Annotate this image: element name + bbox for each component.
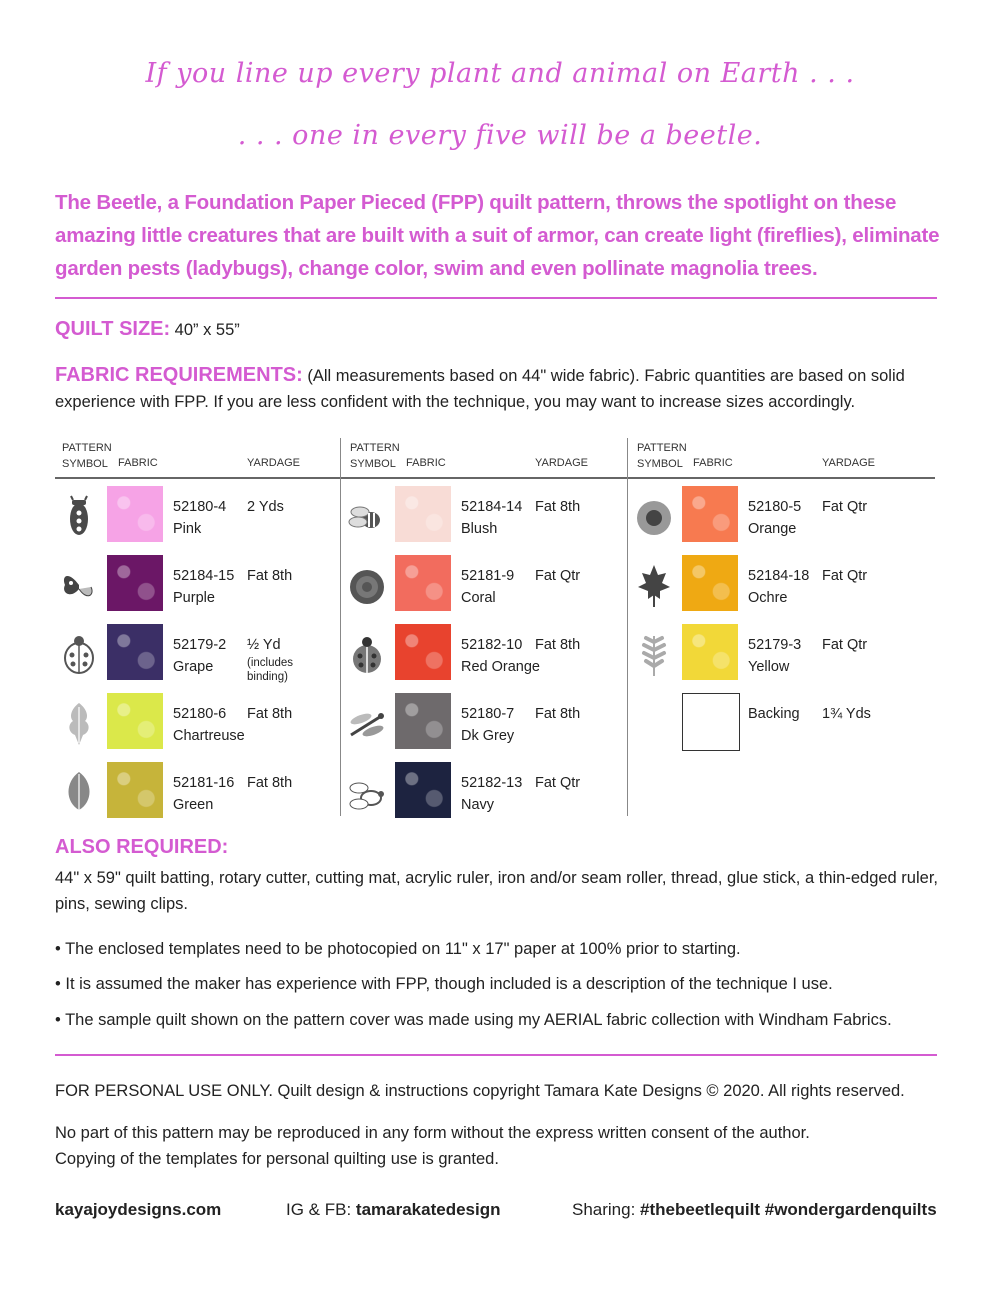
fabric-swatch bbox=[107, 555, 163, 611]
fabric-swatch bbox=[395, 762, 451, 818]
fabric-code: 52180-5 Orange bbox=[748, 499, 802, 537]
fabric-yardage: Fat 8th bbox=[247, 568, 293, 584]
fabric-swatch bbox=[107, 693, 163, 749]
fabric-swatch bbox=[395, 555, 451, 611]
fabric-swatch bbox=[682, 486, 738, 542]
divider bbox=[55, 1054, 937, 1056]
fabric-yardage: Fat Qtr bbox=[535, 568, 581, 584]
fabric-swatch bbox=[107, 624, 163, 680]
fabric-swatch bbox=[107, 486, 163, 542]
fabric-code: 52181-16 Green bbox=[173, 775, 235, 813]
fabric-yardage: Fat Qtr bbox=[535, 775, 581, 791]
firefly-icon bbox=[347, 768, 387, 816]
fabric-code: 52184-14 Blush bbox=[461, 499, 523, 537]
fabric-row bbox=[347, 486, 617, 552]
fabric-code: 52180-4 Pink bbox=[173, 499, 227, 537]
fabric-swatch bbox=[395, 693, 451, 749]
fabric-code: 52182-10 Red Orange bbox=[461, 637, 540, 675]
fabric-yardage: Fat 8th bbox=[535, 499, 581, 515]
column-divider bbox=[340, 438, 341, 816]
fabric-yardage: Fat Qtr bbox=[822, 637, 868, 653]
quilt-size-label: QUILT SIZE: bbox=[55, 318, 171, 340]
header-pattern-symbol: PATTERN SYMBOL bbox=[62, 442, 112, 470]
quilt-size bbox=[55, 317, 240, 343]
column-divider bbox=[627, 438, 628, 816]
fabric-yardage: 1¾ Yds bbox=[822, 706, 871, 722]
fabric-code: 52184-15 Purple bbox=[173, 568, 235, 606]
fabric-swatch bbox=[395, 486, 451, 542]
dragonfly-icon bbox=[347, 699, 387, 747]
fabric-yardage: Fat 8th bbox=[535, 637, 581, 653]
fabric-requirements-text: (All measurements based on 44" wide fabric). Fabric quantities are based on solid experience with FPP. If you are less confident with the technique, you may want to increase sizes accordingly. bbox=[55, 367, 905, 411]
ladybug-outline-icon bbox=[59, 630, 99, 678]
header-yardage: YARDAGE bbox=[535, 457, 588, 469]
fabric-yardage: Fat Qtr bbox=[822, 499, 868, 515]
fabric-swatch bbox=[395, 624, 451, 680]
headline-line-1: If you line up every plant and animal on Earth . . . bbox=[145, 58, 855, 89]
fabric-code: 52179-3 Yellow bbox=[748, 637, 802, 675]
fabric-row bbox=[59, 555, 329, 621]
dahlia-icon bbox=[347, 561, 387, 609]
social-handle: IG & FB: tamarakatedesign bbox=[286, 1200, 501, 1219]
leaf-icon bbox=[59, 768, 99, 816]
divider bbox=[55, 297, 937, 299]
maple-leaf-icon bbox=[634, 561, 674, 609]
header-yardage: YARDAGE bbox=[822, 457, 875, 469]
oak-leaf-icon bbox=[59, 699, 99, 747]
fabric-swatch bbox=[107, 762, 163, 818]
fabric-row bbox=[634, 624, 904, 690]
fabric-row bbox=[59, 762, 329, 828]
fabric-requirements bbox=[55, 362, 945, 415]
copyright-notice: FOR PERSONAL USE ONLY. Quilt design & instructions copyright Tamara Kate Designs © 2020. All rights reserved. bbox=[55, 1082, 905, 1100]
intro-paragraph: The Beetle, a Foundation Paper Pieced (FPP) quilt pattern, throws the spotlight on these amazing little creatures that are built with a suit of armor, can create light (fireflies), eliminate garden pests (ladybugs), change color, swim and even pollinate magnolia trees. bbox=[55, 191, 940, 280]
fabric-swatch bbox=[682, 693, 740, 751]
fabric-row bbox=[347, 762, 617, 828]
fabric-row bbox=[634, 486, 904, 552]
reproduction-notice-2: Copying of the templates for personal quilting use is granted. bbox=[55, 1150, 499, 1168]
fabric-row bbox=[347, 555, 617, 621]
sunflower-icon bbox=[634, 492, 674, 540]
header-yardage: YARDAGE bbox=[247, 457, 300, 469]
bee-icon bbox=[347, 492, 387, 540]
moth-icon bbox=[59, 561, 99, 609]
fabric-row bbox=[59, 486, 329, 552]
fabric-row bbox=[347, 693, 617, 759]
fabric-yardage: ½ Yd (includes binding) bbox=[247, 637, 294, 683]
bullet-item: • The enclosed templates need to be photocopied on 11" x 17" paper at 100% prior to starting. bbox=[55, 940, 741, 958]
fabric-swatch bbox=[682, 555, 738, 611]
fabric-row bbox=[634, 555, 904, 621]
fabric-row bbox=[59, 693, 329, 759]
bullet-item: • It is assumed the maker has experience with FPP, though included is a description of the technique I use. bbox=[55, 975, 833, 993]
fabric-swatch bbox=[682, 624, 738, 680]
fabric-yardage: Fat 8th bbox=[247, 775, 293, 791]
fabric-requirements-label: FABRIC REQUIREMENTS: bbox=[55, 364, 303, 386]
fabric-table bbox=[55, 438, 935, 818]
fabric-row bbox=[59, 624, 329, 690]
reproduction-notice-1: No part of this pattern may be reproduced in any form without the express written consent of the author. bbox=[55, 1124, 810, 1142]
fabric-yardage: Fat 8th bbox=[535, 706, 581, 722]
quilt-size-value: 40” x 55” bbox=[174, 321, 240, 339]
header-fabric: FABRIC bbox=[118, 457, 158, 469]
header-pattern-symbol: PATTERN SYMBOL bbox=[350, 442, 400, 470]
fabric-yardage: Fat 8th bbox=[247, 706, 293, 722]
bullet-item: • The sample quilt shown on the pattern cover was made using my AERIAL fabric collection with Windham Fabrics. bbox=[55, 1011, 892, 1029]
also-required-label: ALSO REQUIRED: bbox=[55, 836, 229, 858]
fabric-row bbox=[634, 693, 904, 759]
fabric-code: 52180-6 Chartreuse bbox=[173, 706, 245, 744]
fabric-row bbox=[347, 624, 617, 690]
fabric-code: 52182-13 Navy bbox=[461, 775, 523, 813]
header-fabric: FABRIC bbox=[406, 457, 446, 469]
sharing-hashtags: Sharing: #thebeetlequilt #wondergardenquilts bbox=[572, 1200, 937, 1219]
fabric-code: 52184-18 Ochre bbox=[748, 568, 810, 606]
header-pattern-symbol: PATTERN SYMBOL bbox=[637, 442, 687, 470]
fabric-yardage: Fat Qtr bbox=[822, 568, 868, 584]
website-link[interactable]: kayajoydesigns.com bbox=[55, 1200, 222, 1219]
beetle-oval-icon bbox=[59, 492, 99, 540]
also-required-text: 44" x 59" quilt batting, rotary cutter, cutting mat, acrylic ruler, iron and/or seam roller, thread, glue stick, a thin-edged ruler, pins, sewing clips. bbox=[55, 869, 938, 913]
headline-line-2: . . . one in every five will be a beetle. bbox=[237, 120, 763, 151]
fern-icon bbox=[634, 630, 674, 678]
fabric-code: Backing bbox=[748, 706, 800, 722]
fabric-yardage: 2 Yds bbox=[247, 499, 284, 515]
fabric-code: 52180-7 Dk Grey bbox=[461, 706, 515, 744]
table-header-rule bbox=[55, 477, 935, 479]
header-fabric: FABRIC bbox=[693, 457, 733, 469]
fabric-code: 52179-2 Grape bbox=[173, 637, 227, 675]
fabric-code: 52181-9 Coral bbox=[461, 568, 515, 606]
ladybug-dark-icon bbox=[347, 630, 387, 678]
